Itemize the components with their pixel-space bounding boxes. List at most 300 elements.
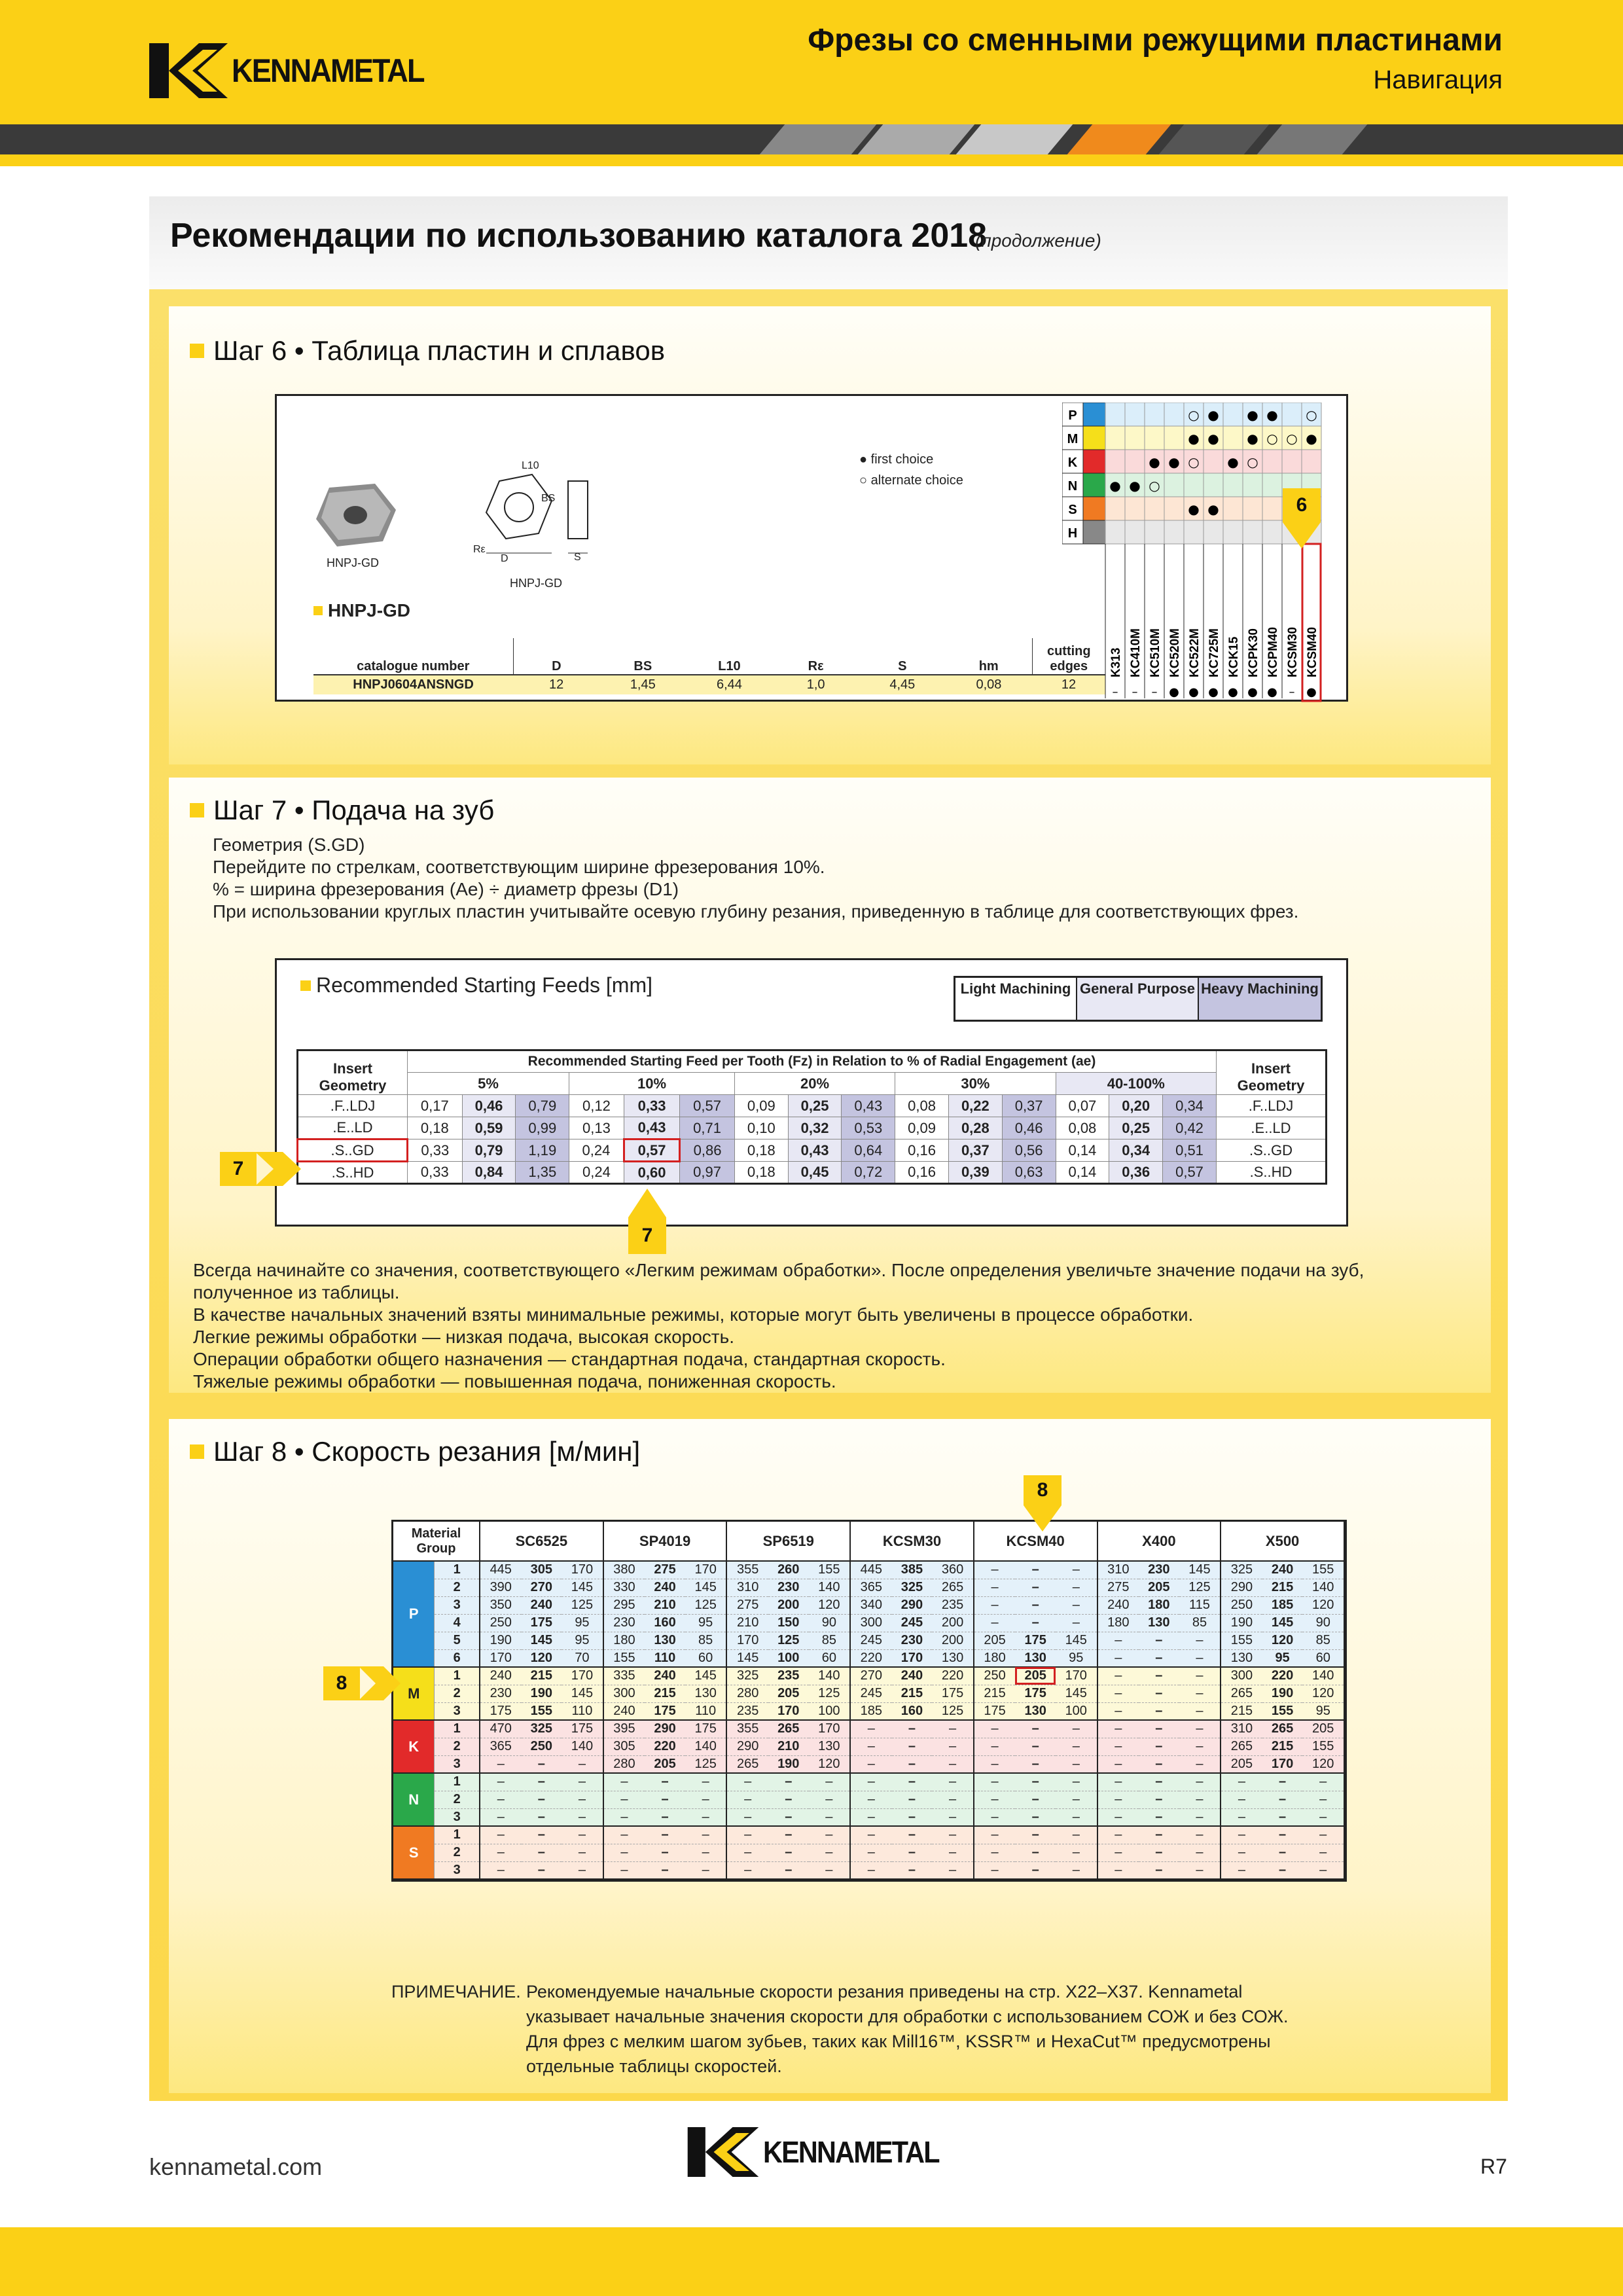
- speed-value: 275: [1097, 1579, 1139, 1596]
- grade-choice-mark: ○: [1188, 454, 1200, 470]
- row-cutting-edges: 12: [1061, 677, 1077, 692]
- speed-row: [393, 1667, 1344, 1685]
- speed-value: –: [892, 1720, 933, 1738]
- col-re: Rε: [773, 638, 859, 675]
- speed-value: 250: [974, 1667, 1016, 1685]
- speed-value: –: [685, 1808, 727, 1826]
- speed-value: –: [1179, 1755, 1221, 1773]
- speed-value: 175: [522, 1614, 562, 1632]
- speed-table: [393, 1522, 1345, 1880]
- insert-drawing: [473, 455, 597, 586]
- speed-value: 170: [1262, 1755, 1303, 1773]
- speed-value: 140: [1302, 1667, 1344, 1685]
- speed-value: 170: [892, 1649, 933, 1667]
- legend-general: General Purpose: [1077, 978, 1199, 1020]
- speed-value: 130: [1015, 1649, 1056, 1667]
- speed-value: –: [1097, 1826, 1139, 1844]
- speed-value: –: [726, 1773, 768, 1791]
- speed-value: 230: [480, 1685, 522, 1702]
- speed-value: 95: [1056, 1649, 1097, 1667]
- speed-value: –: [1179, 1720, 1221, 1738]
- speed-value: 145: [726, 1649, 768, 1667]
- speed-value: 130: [1015, 1702, 1056, 1720]
- feed-value: 0,10: [734, 1117, 788, 1139]
- speed-value: 100: [809, 1702, 851, 1720]
- material-subgroup: 1: [435, 1561, 480, 1579]
- grade-choice-mark: ●: [1109, 478, 1121, 493]
- note-line: Для фрез с мелким шагом зубьев, таких как Mill16™, KSSR™ и HexaCut™ предусмотрены: [526, 2032, 1271, 2051]
- speed-value: –: [932, 1773, 974, 1791]
- speed-value: 205: [1015, 1667, 1056, 1685]
- speed-value: –: [1302, 1808, 1344, 1826]
- material-color-swatch: [1083, 426, 1105, 450]
- fig-label-drawing: HNPJ-GD: [510, 577, 562, 590]
- speed-value: –: [480, 1826, 522, 1844]
- grade-name: KCK15: [1227, 636, 1241, 677]
- speed-value: –: [1179, 1773, 1221, 1791]
- speed-value: –: [726, 1861, 768, 1879]
- footer-kennametal-k-icon: [687, 2127, 759, 2177]
- page-number: R7: [1480, 2155, 1507, 2178]
- speed-row: [393, 1685, 1344, 1702]
- feed-value: 0,33: [624, 1095, 680, 1117]
- fig-label-3d: HNPJ-GD: [327, 556, 379, 569]
- speed-value: 390: [480, 1579, 522, 1596]
- speed-value: –: [1056, 1596, 1097, 1614]
- feed-value: 0,99: [516, 1117, 569, 1139]
- speed-value: –: [892, 1808, 933, 1826]
- speed-value: 200: [768, 1596, 809, 1614]
- speed-value: 170: [562, 1561, 603, 1579]
- speed-row: [393, 1702, 1344, 1720]
- feed-value: 0,18: [734, 1139, 788, 1162]
- speed-value: –: [1179, 1738, 1221, 1755]
- speed-value: 265: [768, 1720, 809, 1738]
- legend-first: ● first choice: [859, 452, 934, 467]
- speed-value: 125: [562, 1596, 603, 1614]
- speed-value: –: [1015, 1579, 1056, 1596]
- speed-value: 140: [562, 1738, 603, 1755]
- speed-value: –: [809, 1861, 851, 1879]
- speed-value: –: [645, 1791, 685, 1808]
- speed-value: 235: [932, 1596, 974, 1614]
- speed-value: –: [1139, 1702, 1179, 1720]
- material-subgroup: 6: [435, 1649, 480, 1667]
- speed-value: 260: [768, 1561, 809, 1579]
- feed-value: 1,35: [516, 1162, 569, 1184]
- speed-value: 110: [562, 1702, 603, 1720]
- speed-value: 95: [562, 1614, 603, 1632]
- material-subgroup: 2: [435, 1844, 480, 1861]
- speed-value: –: [1056, 1738, 1097, 1755]
- speed-value: 145: [1262, 1614, 1303, 1632]
- step6-tag: 6: [1283, 488, 1321, 522]
- engagement-group: 30%: [895, 1073, 1056, 1095]
- grade-row-mark: ●: [1247, 685, 1258, 699]
- feed-value: 0,64: [842, 1139, 895, 1162]
- material-subgroup: 5: [435, 1632, 480, 1649]
- speed-value: 205: [1139, 1579, 1179, 1596]
- speed-value: 305: [603, 1738, 645, 1755]
- row-bs: 1,45: [630, 677, 656, 692]
- speed-value: 215: [645, 1685, 685, 1702]
- legend-alternate: ○ alternate choice: [859, 473, 963, 488]
- speed-value: –: [480, 1791, 522, 1808]
- feed-value: 0,08: [895, 1095, 949, 1117]
- grade-row-mark: ●: [1306, 685, 1317, 699]
- row-d: 12: [548, 677, 564, 692]
- speed-value: –: [1056, 1614, 1097, 1632]
- row-hm: 0,08: [976, 677, 1002, 692]
- speed-value: –: [1179, 1808, 1221, 1826]
- speed-value: –: [1139, 1861, 1179, 1879]
- speed-value: 175: [932, 1685, 974, 1702]
- speed-value: –: [603, 1808, 645, 1826]
- grade-choice-mark: ●: [1227, 454, 1239, 470]
- speed-row: [393, 1808, 1344, 1826]
- speed-value: 445: [480, 1561, 522, 1579]
- speed-value: –: [1221, 1861, 1262, 1879]
- speed-row: [393, 1649, 1344, 1667]
- kennametal-logo: [149, 43, 445, 98]
- speed-row: [393, 1596, 1344, 1614]
- feed-value: 0,59: [462, 1117, 516, 1139]
- step8-tag-left: 8: [323, 1666, 360, 1700]
- grade-choice-mark: ●: [1129, 478, 1141, 493]
- speed-value: 215: [1221, 1702, 1262, 1720]
- speed-value: –: [645, 1808, 685, 1826]
- speed-value: 205: [645, 1755, 685, 1773]
- speed-value: –: [1179, 1861, 1221, 1879]
- feed-value: 0,09: [734, 1095, 788, 1117]
- speed-value: 275: [645, 1561, 685, 1579]
- speed-value: –: [726, 1844, 768, 1861]
- engagement-group: 10%: [569, 1073, 735, 1095]
- speed-value: 215: [974, 1685, 1016, 1702]
- speed-value: –: [809, 1791, 851, 1808]
- speed-row: [393, 1861, 1344, 1879]
- speed-value: –: [1015, 1561, 1056, 1579]
- speed-value: –: [850, 1861, 892, 1879]
- speed-value: –: [1015, 1614, 1056, 1632]
- speed-value: 120: [809, 1596, 851, 1614]
- speed-value: 210: [768, 1738, 809, 1755]
- speed-value: 240: [1097, 1596, 1139, 1614]
- speed-value: 275: [726, 1596, 768, 1614]
- grade-row-mark: ●: [1188, 685, 1199, 699]
- speed-value: 270: [522, 1579, 562, 1596]
- feed-value: 0,43: [624, 1117, 680, 1139]
- speed-value: 250: [522, 1738, 562, 1755]
- speed-value: –: [562, 1826, 603, 1844]
- speed-value: –: [892, 1773, 933, 1791]
- grade-choice-mark: ○: [1286, 431, 1298, 446]
- speed-value: 205: [974, 1632, 1016, 1649]
- feed-value: 0,86: [680, 1139, 735, 1162]
- speed-value: 215: [1262, 1738, 1303, 1755]
- speed-grade-head: X500: [1221, 1522, 1344, 1561]
- speed-value: 85: [809, 1632, 851, 1649]
- feed-card-title: Recommended Starting Feeds [mm]: [300, 973, 652, 997]
- speed-value: –: [1302, 1826, 1344, 1844]
- feed-value: 0,24: [569, 1162, 624, 1184]
- speed-value: 250: [1221, 1596, 1262, 1614]
- speed-value: 140: [809, 1667, 851, 1685]
- step7-note-line: Операции обработки общего назначения — стандартная подача, стандартная скорость.: [193, 1349, 946, 1369]
- step8-arrow-down-icon: [1024, 1505, 1061, 1532]
- feed-value: 0,13: [569, 1117, 624, 1139]
- speed-value: 220: [932, 1667, 974, 1685]
- feed-value: 0,63: [1002, 1162, 1056, 1184]
- feed-value: 0,28: [948, 1117, 1002, 1139]
- grade-name: KCSM40: [1306, 626, 1319, 677]
- speed-value: 160: [645, 1614, 685, 1632]
- grade-choice-mark: ●: [1207, 431, 1219, 446]
- col-d: D: [513, 638, 599, 675]
- speed-value: 130: [1139, 1614, 1179, 1632]
- legend-light: Light Machining: [955, 978, 1077, 1020]
- speed-value: –: [685, 1861, 727, 1879]
- col-s: S: [859, 638, 946, 675]
- engagement-group: 40-100%: [1056, 1073, 1217, 1095]
- step6-arrow-icon: [1283, 522, 1321, 548]
- feed-value: 0,42: [1163, 1117, 1217, 1139]
- speed-value: –: [562, 1844, 603, 1861]
- speed-value: –: [645, 1861, 685, 1879]
- speed-value: 125: [685, 1755, 727, 1773]
- material-subgroup: 3: [435, 1702, 480, 1720]
- feed-value: 0,17: [408, 1095, 463, 1117]
- step7-note-line: полученное из таблицы.: [193, 1282, 400, 1302]
- step7-heading: Шаг 7 • Подача на зуб: [190, 795, 494, 826]
- feed-value: 0,84: [462, 1162, 516, 1184]
- footer-band: [0, 2227, 1623, 2296]
- speed-value: 290: [645, 1720, 685, 1738]
- speed-value: –: [1056, 1861, 1097, 1879]
- speed-value: –: [974, 1844, 1016, 1861]
- speed-row: [393, 1755, 1344, 1773]
- speed-value: 200: [932, 1614, 974, 1632]
- speed-value: 145: [1056, 1685, 1097, 1702]
- speed-value: 310: [726, 1579, 768, 1596]
- feed-row: [298, 1162, 1327, 1184]
- speed-value: 120: [522, 1649, 562, 1667]
- speed-value: 215: [892, 1685, 933, 1702]
- speed-value: –: [480, 1773, 522, 1791]
- col-l10: L10: [686, 638, 772, 675]
- speed-value: 110: [645, 1649, 685, 1667]
- feed-value: 0,56: [1002, 1139, 1056, 1162]
- speed-value: –: [1302, 1773, 1344, 1791]
- speed-value: –: [522, 1826, 562, 1844]
- feed-value: 0,08: [1056, 1117, 1109, 1139]
- material-subgroup: 4: [435, 1614, 480, 1632]
- speed-value: 190: [480, 1632, 522, 1649]
- speed-value: 175: [685, 1720, 727, 1738]
- speed-value: 215: [522, 1667, 562, 1685]
- dim-re: Rε: [473, 544, 486, 555]
- speed-value: 145: [685, 1667, 727, 1685]
- grade-row-mark: –: [1289, 685, 1295, 699]
- speed-value: 85: [685, 1632, 727, 1649]
- speed-row: [393, 1561, 1344, 1579]
- speed-grade-head: SP6519: [726, 1522, 850, 1561]
- speed-value: 205: [1302, 1720, 1344, 1738]
- dim-s: S: [574, 552, 581, 563]
- speed-value: 190: [522, 1685, 562, 1702]
- speed-value: 85: [1179, 1614, 1221, 1632]
- speed-value: –: [685, 1844, 727, 1861]
- speed-value: –: [932, 1791, 974, 1808]
- feed-value: 0,14: [1056, 1162, 1109, 1184]
- speed-value: 60: [809, 1649, 851, 1667]
- feed-row: [298, 1117, 1327, 1139]
- speed-value: 240: [645, 1667, 685, 1685]
- speed-value: –: [603, 1861, 645, 1879]
- speed-value: 220: [1262, 1667, 1303, 1685]
- speed-value: –: [603, 1844, 645, 1861]
- material-subgroup: 1: [435, 1720, 480, 1738]
- speed-value: –: [480, 1808, 522, 1826]
- insert-geometry-head: Insert Geometry: [1217, 1050, 1327, 1095]
- speed-value: –: [1262, 1861, 1303, 1879]
- material-subgroup: 2: [435, 1685, 480, 1702]
- speed-value: 325: [1221, 1561, 1262, 1579]
- speed-value: –: [809, 1844, 851, 1861]
- insert-geometry: .S..GD: [1217, 1139, 1327, 1162]
- step7-intro-line: Перейдите по стрелкам, соответствующим ширине фрезерования 10%.: [213, 857, 825, 877]
- material-group-cell: S: [393, 1826, 435, 1879]
- speed-value: 350: [480, 1596, 522, 1614]
- speed-value: 155: [1302, 1738, 1344, 1755]
- grade-row-mark: ●: [1208, 685, 1219, 699]
- speed-value: 380: [603, 1561, 645, 1579]
- speed-value: –: [850, 1844, 892, 1861]
- feed-value: 0,60: [624, 1162, 680, 1184]
- feed-value: 0,33: [408, 1139, 463, 1162]
- header-stripe-yellow: [0, 154, 1623, 166]
- step7-arrow-right-icon: [255, 1152, 301, 1186]
- feed-value: 0,51: [1163, 1139, 1217, 1162]
- feed-value: 0,18: [734, 1162, 788, 1184]
- speed-value: –: [645, 1844, 685, 1861]
- col-hm: hm: [946, 638, 1032, 675]
- speed-value: –: [974, 1720, 1016, 1738]
- speed-value: 90: [809, 1614, 851, 1632]
- speed-value: –: [1056, 1755, 1097, 1773]
- speed-value: –: [932, 1861, 974, 1879]
- feed-value: 0,16: [895, 1162, 949, 1184]
- speed-value: 85: [1302, 1632, 1344, 1649]
- speed-value: –: [892, 1755, 933, 1773]
- speed-value: 265: [1221, 1738, 1262, 1755]
- speed-value: –: [480, 1755, 522, 1773]
- speed-value: 175: [974, 1702, 1016, 1720]
- speed-value: –: [522, 1755, 562, 1773]
- grade-choice-mark: ●: [1207, 501, 1219, 517]
- insert-name: HNPJ-GD: [313, 600, 410, 621]
- material-label: H: [1067, 526, 1078, 541]
- speed-value: –: [522, 1773, 562, 1791]
- speed-value: 355: [726, 1561, 768, 1579]
- grade-row-mark: –: [1151, 685, 1158, 699]
- speed-value: –: [1097, 1755, 1139, 1773]
- page-title: Фрезы со сменными режущими пластинами: [808, 23, 1503, 58]
- footer-site-link[interactable]: kennametal.com: [149, 2153, 323, 2180]
- step7-note-line: Тяжелые режимы обработки — повышенная подача, пониженная скорость.: [193, 1371, 836, 1391]
- speed-value: 140: [1302, 1579, 1344, 1596]
- speed-value: 120: [809, 1755, 851, 1773]
- speed-value: 325: [892, 1579, 933, 1596]
- speed-value: –: [562, 1773, 603, 1791]
- speed-value: 265: [1262, 1720, 1303, 1738]
- speed-value: –: [1179, 1632, 1221, 1649]
- speed-value: 185: [1262, 1596, 1303, 1614]
- speed-value: –: [1097, 1685, 1139, 1702]
- speed-value: 385: [892, 1561, 933, 1579]
- speed-value: –: [1302, 1844, 1344, 1861]
- speed-value: 310: [1097, 1561, 1139, 1579]
- speed-value: 180: [1139, 1596, 1179, 1614]
- speed-value: –: [1139, 1720, 1179, 1738]
- speed-value: 280: [603, 1755, 645, 1773]
- feed-value: 0,97: [680, 1162, 735, 1184]
- material-subgroup: 1: [435, 1773, 480, 1791]
- speed-value: –: [768, 1826, 809, 1844]
- speed-value: –: [1097, 1738, 1139, 1755]
- speed-value: 365: [850, 1579, 892, 1596]
- speed-value: 215: [1262, 1579, 1303, 1596]
- speed-value: –: [1097, 1720, 1139, 1738]
- speed-value: –: [1221, 1773, 1262, 1791]
- speed-value: –: [562, 1755, 603, 1773]
- note-line: Рекомендуемые начальные скорости резания приведены на стр. X22–X37. Kennametal: [526, 1982, 1243, 2001]
- speed-value: –: [522, 1844, 562, 1861]
- step7-note-line: Легкие режимы обработки — низкая подача, высокая скорость.: [193, 1327, 734, 1347]
- speed-value: –: [892, 1861, 933, 1879]
- speed-value: –: [1015, 1773, 1056, 1791]
- speed-grade-head: SP4019: [603, 1522, 727, 1561]
- speed-value: 230: [892, 1632, 933, 1649]
- speed-value: –: [1056, 1579, 1097, 1596]
- speed-value: –: [768, 1791, 809, 1808]
- speed-value: 120: [1262, 1632, 1303, 1649]
- speed-value: 220: [850, 1649, 892, 1667]
- feed-value: 0,33: [408, 1162, 463, 1184]
- material-subgroup: 3: [435, 1755, 480, 1773]
- speed-value: 170: [726, 1632, 768, 1649]
- insert-spec-table: [313, 638, 1105, 694]
- speed-value: 120: [1302, 1685, 1344, 1702]
- speed-value: 175: [645, 1702, 685, 1720]
- speed-value: 145: [522, 1632, 562, 1649]
- speed-value: 155: [603, 1649, 645, 1667]
- grade-choice-mark: ●: [1266, 407, 1278, 423]
- speed-value: –: [1262, 1773, 1303, 1791]
- speed-value: 175: [480, 1702, 522, 1720]
- feed-value: 0,72: [842, 1162, 895, 1184]
- feed-value: 0,07: [1056, 1095, 1109, 1117]
- speed-value: 265: [1221, 1685, 1262, 1702]
- speed-value: –: [522, 1791, 562, 1808]
- speed-value: –: [1015, 1808, 1056, 1826]
- speed-value: –: [974, 1614, 1016, 1632]
- speed-row: [393, 1738, 1344, 1755]
- speed-value: 470: [480, 1720, 522, 1738]
- speed-value: –: [892, 1826, 933, 1844]
- speed-row: [393, 1844, 1344, 1861]
- speed-value: 170: [809, 1720, 851, 1738]
